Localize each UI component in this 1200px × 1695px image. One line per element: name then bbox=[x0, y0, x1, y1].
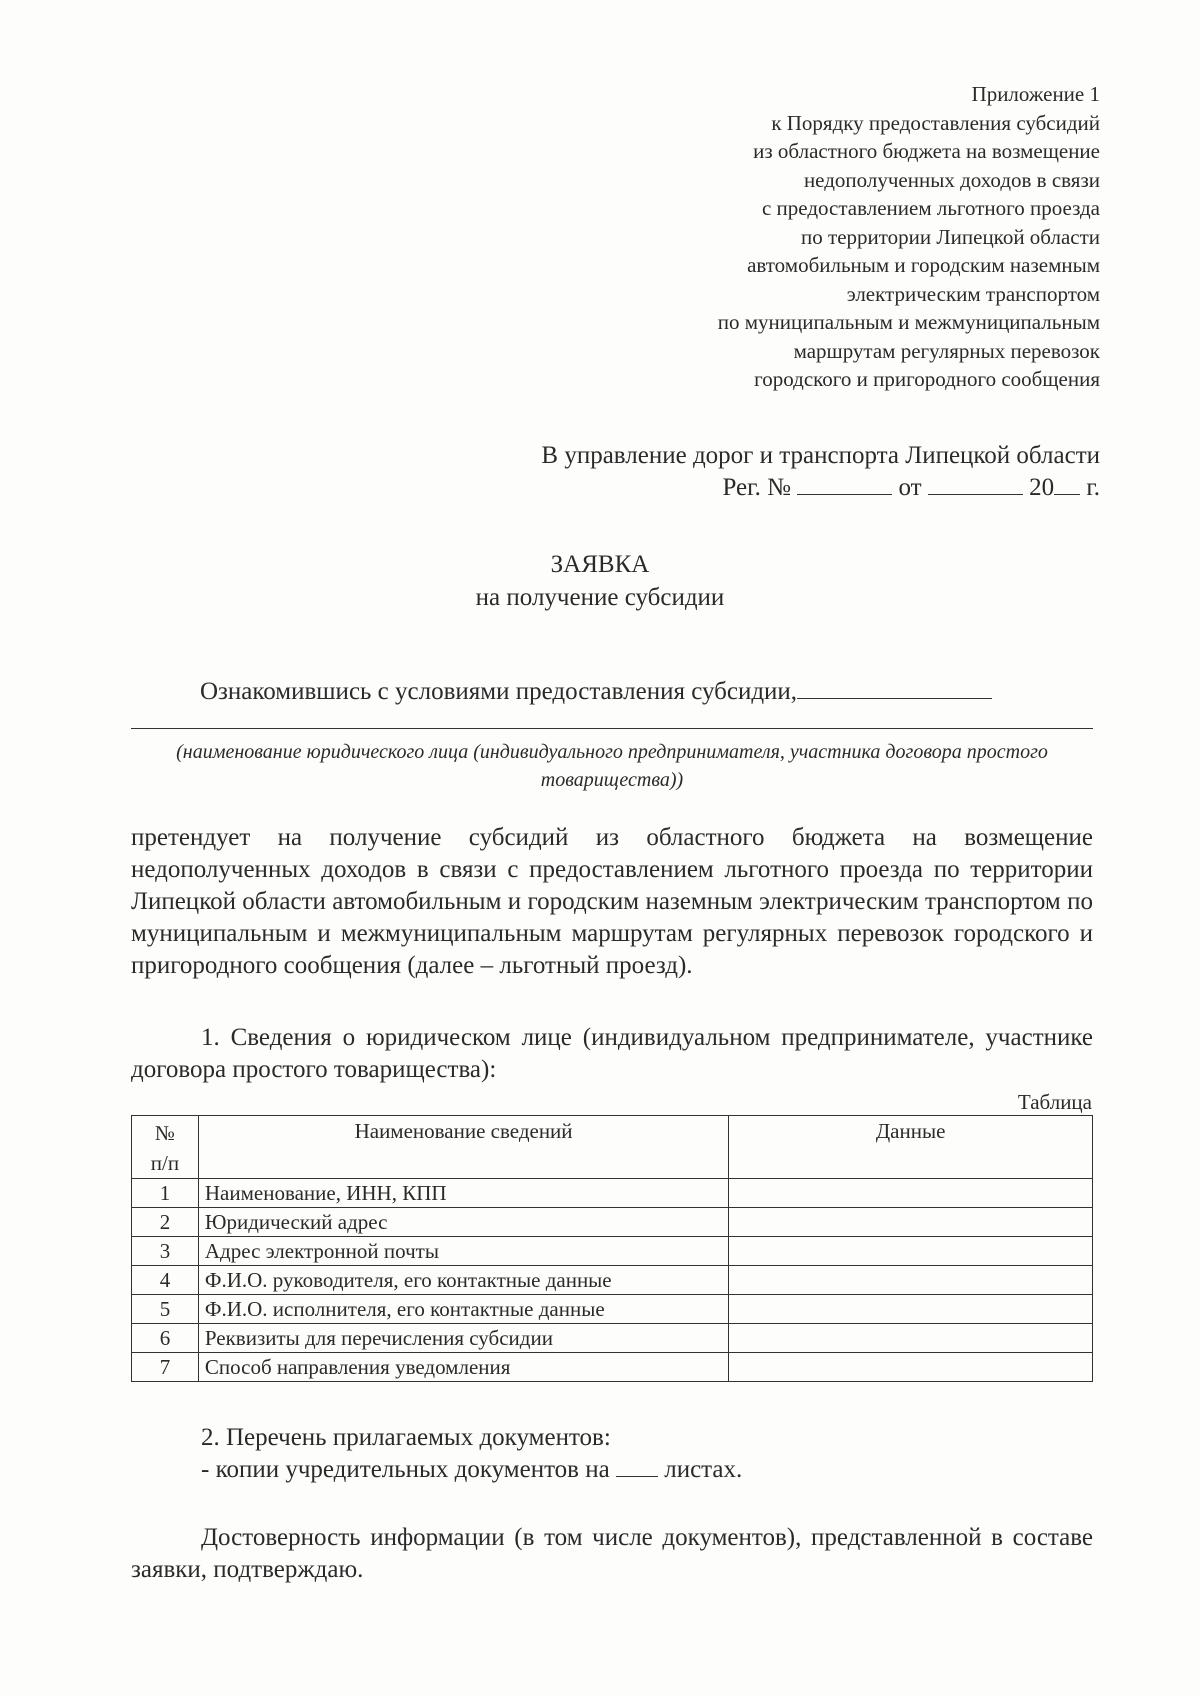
section-2-heading: 2. Перечень прилагаемых документов: bbox=[201, 1424, 611, 1451]
item-suffix: листах. bbox=[664, 1456, 743, 1483]
appendix-line: из областного бюджета на возмещение bbox=[753, 139, 1100, 163]
row-name: Наименование, ИНН, КПП bbox=[198, 1179, 728, 1208]
row-value-cell[interactable] bbox=[729, 1353, 1093, 1382]
table-row bbox=[132, 1295, 1093, 1324]
applicant-name-blank[interactable] bbox=[797, 676, 992, 699]
appendix-line: маршрутам регулярных перевозок bbox=[793, 338, 1100, 363]
row-num: 7 bbox=[132, 1353, 199, 1382]
appendix-line: к Порядку предоставления субсидий bbox=[771, 110, 1100, 135]
reg-number-blank[interactable] bbox=[797, 472, 892, 495]
document-title: ЗАЯВКА bbox=[550, 551, 650, 578]
row-name: Ф.И.О. исполнителя, его контактные данные bbox=[198, 1295, 728, 1324]
row-value-cell[interactable] bbox=[729, 1179, 1093, 1208]
header-name: Наименование сведений bbox=[198, 1116, 728, 1179]
addressee-block bbox=[400, 440, 1100, 504]
header-num-line1: № bbox=[154, 1121, 175, 1145]
section-2-item bbox=[131, 1454, 1093, 1486]
row-value-cell[interactable] bbox=[729, 1237, 1093, 1266]
row-num: 2 bbox=[132, 1208, 199, 1237]
appendix-line: недополученных доходов в связи bbox=[803, 167, 1100, 192]
table-caption: Таблица bbox=[1017, 1090, 1092, 1114]
table-row bbox=[132, 1324, 1093, 1353]
intro-text: Ознакомившись с условиями предоставления субсидии, bbox=[200, 678, 798, 705]
header-value: Данные bbox=[729, 1116, 1093, 1179]
row-num: 6 bbox=[132, 1324, 199, 1353]
appendix-line: автомобильным и городским наземным bbox=[747, 253, 1100, 277]
appendix-block bbox=[500, 80, 1100, 394]
row-num: 3 bbox=[132, 1237, 199, 1266]
reg-year-suffix: г. bbox=[1086, 474, 1100, 501]
table-row bbox=[132, 1266, 1093, 1295]
reg-from: от bbox=[898, 474, 922, 501]
row-num: 4 bbox=[132, 1266, 199, 1295]
table-header-row bbox=[132, 1116, 1093, 1179]
applicant-name-note: (наименование юридического лица (индивидуального предпринимателя, участника договора простого товарищества)) bbox=[176, 741, 1048, 791]
applicant-info-table bbox=[131, 1115, 1093, 1382]
item-prefix: - копии учредительных документов на bbox=[201, 1456, 610, 1483]
section-1-heading: 1. Сведения о юридическом лице (индивидуальном предпринимателе, участнике договора простого товарищества): bbox=[131, 1024, 1093, 1083]
row-value-cell[interactable] bbox=[729, 1324, 1093, 1353]
table-row bbox=[132, 1237, 1093, 1266]
document-subtitle: на получение субсидии bbox=[475, 584, 725, 611]
row-name: Реквизиты для перечисления субсидии bbox=[198, 1324, 728, 1353]
intro-line bbox=[200, 676, 992, 708]
confirmation-paragraph: Достоверность информации (в том числе документов), представленной в составе заявки, подтверждаю. bbox=[131, 1524, 1093, 1583]
reg-year-blank[interactable] bbox=[1054, 472, 1080, 495]
table-row bbox=[132, 1208, 1093, 1237]
row-name: Способ направления уведомления bbox=[198, 1353, 728, 1382]
sheet-count-blank[interactable] bbox=[616, 1454, 658, 1477]
row-value-cell[interactable] bbox=[729, 1266, 1093, 1295]
applicant-name-line[interactable] bbox=[131, 728, 1093, 729]
appendix-line: по территории Липецкой области bbox=[801, 224, 1100, 249]
row-value-cell[interactable] bbox=[729, 1208, 1093, 1237]
header-num bbox=[132, 1116, 199, 1179]
title-block bbox=[0, 548, 1200, 614]
reg-prefix: Рег. № bbox=[722, 474, 791, 501]
row-name: Юридический адрес bbox=[198, 1208, 728, 1237]
reg-year-prefix: 20 bbox=[1029, 474, 1055, 501]
addressee-line: В управление дорог и транспорта Липецкой области bbox=[541, 442, 1100, 469]
row-num: 5 bbox=[132, 1295, 199, 1324]
row-name: Адрес электронной почты bbox=[198, 1237, 728, 1266]
appendix-line: по муниципальным и межмуниципальным bbox=[717, 310, 1100, 334]
row-value-cell[interactable] bbox=[729, 1295, 1093, 1324]
appendix-line: Приложение 1 bbox=[971, 82, 1100, 106]
reg-date-blank[interactable] bbox=[928, 472, 1023, 495]
appendix-line: электрическим транспортом bbox=[846, 281, 1100, 306]
appendix-line: городского и пригородного сообщения bbox=[754, 367, 1100, 391]
claim-paragraph: претендует на получение субсидий из областного бюджета на возмещение недополученных доходов в связи с предоставлением льготного проезда по территории Липецкой области автомобильным и городским наземным электрическим транспортом по муниципальным и межмуниципальным маршрутам регулярных перевозок городского и пригородного сообщения (далее – льготный проезд). bbox=[131, 824, 1093, 979]
row-num: 1 bbox=[132, 1179, 199, 1208]
table-row bbox=[132, 1179, 1093, 1208]
table-row bbox=[132, 1353, 1093, 1382]
appendix-line: с предоставлением льготного проезда bbox=[761, 196, 1100, 220]
row-name: Ф.И.О. руководителя, его контактные данные bbox=[198, 1266, 728, 1295]
registration-line bbox=[400, 472, 1100, 504]
header-num-line2: п/п bbox=[150, 1151, 180, 1175]
